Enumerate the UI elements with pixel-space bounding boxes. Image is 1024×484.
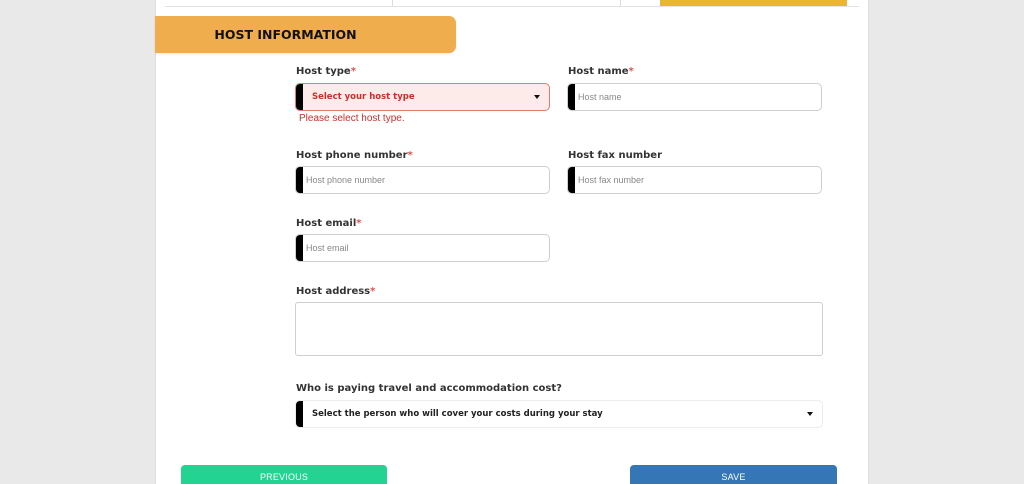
host-type-label [296,66,356,77]
field-accent-bar [296,167,303,193]
host-address-textarea[interactable] [295,302,823,356]
host-address-label [296,286,375,297]
host-fax-label [568,150,662,161]
host-name-input[interactable] [578,84,817,110]
host-fax-field [567,166,822,194]
tab-active-indicator [660,0,847,6]
caret-down-icon [534,95,540,99]
host-email-input[interactable] [306,235,545,261]
host-phone-input[interactable] [306,167,545,193]
host-type-label-text: Host type [296,66,351,77]
required-marker: * [628,66,634,77]
required-marker: * [407,150,413,161]
required-marker: * [350,66,356,77]
field-accent-bar [296,401,303,427]
host-type-error: Please select host type. [299,113,405,124]
host-fax-label-text: Host fax number [568,150,663,161]
cost-payer-label-text: Who is paying travel and accommodation cost? [296,383,562,394]
section-header [155,16,456,53]
host-name-label [568,66,634,77]
host-email-label-text: Host email [296,218,357,229]
host-email-label [296,218,362,229]
cost-payer-label [296,383,562,394]
tab-divider [620,0,621,6]
field-accent-bar [296,235,303,261]
host-phone-label-text: Host phone number [296,150,408,161]
host-fax-input[interactable] [578,167,817,193]
required-marker: * [356,218,362,229]
host-type-selected-value: Select your host type [312,92,415,102]
required-marker: * [370,286,376,297]
field-accent-bar [568,84,575,110]
host-email-field [295,234,550,262]
host-address-label-text: Host address [296,286,371,297]
tab-divider [392,0,393,6]
host-name-label-text: Host name [568,66,629,77]
host-phone-label [296,150,413,161]
section-title: HOST INFORMATION [214,27,357,42]
cost-payer-select[interactable] [295,400,823,428]
field-accent-bar [568,167,575,193]
host-name-field [567,83,822,111]
caret-down-icon [807,412,813,416]
save-button[interactable]: SAVE [630,465,837,484]
field-accent-bar [296,84,303,110]
previous-button[interactable]: PREVIOUS [181,465,387,484]
host-type-select[interactable] [295,83,550,111]
host-phone-field [295,166,550,194]
cost-payer-selected-value: Select the person who will cover your costs during your stay [312,409,603,419]
